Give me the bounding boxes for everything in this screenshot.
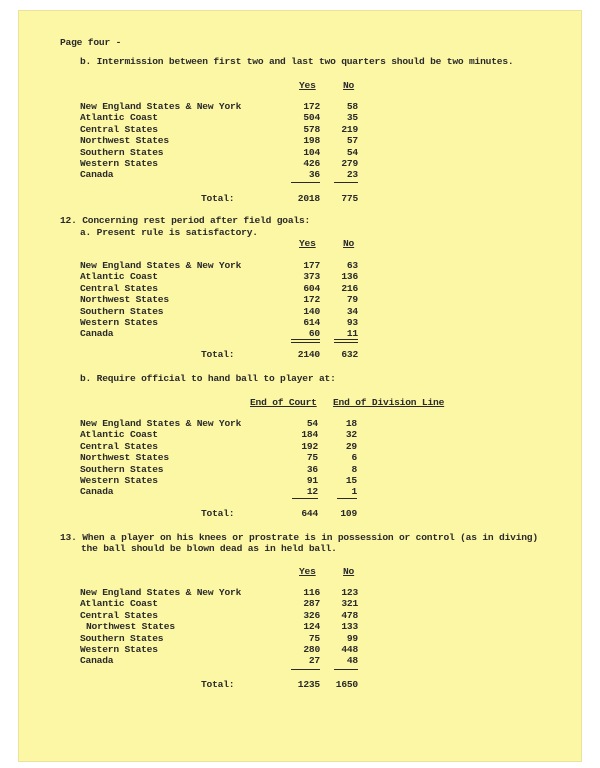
s3-col2-header: End of Division Line bbox=[333, 397, 445, 408]
s2-row-value-1: 614 bbox=[303, 317, 320, 328]
s4-row-value-2: 48 bbox=[346, 655, 358, 667]
s2-row-value-1: 60 bbox=[308, 328, 320, 340]
s4-row-value-2: 321 bbox=[341, 598, 358, 610]
s1-row-region: Northwest States bbox=[80, 135, 169, 147]
s2-row-region: Northwest States bbox=[80, 294, 169, 306]
s1-total-no: 775 bbox=[341, 193, 358, 204]
s4-col2-header: No bbox=[343, 566, 355, 577]
s3-row-region: Northwest States bbox=[80, 452, 169, 464]
s2-row-value-2: 216 bbox=[341, 282, 358, 294]
s2-row-value-2: 93 bbox=[346, 317, 358, 328]
s2-row-value-1: 373 bbox=[303, 271, 320, 283]
s3-row-value-1: 91 bbox=[306, 475, 318, 486]
s1-row-value-2: 23 bbox=[346, 169, 358, 181]
s4-row-value-1: 326 bbox=[303, 609, 320, 621]
s3-row-value-1: 36 bbox=[306, 463, 318, 475]
s1-col2-header: No bbox=[343, 80, 355, 91]
s3-total-label: Total: bbox=[201, 508, 235, 519]
s2-title: 12. Concerning rest period after field goals: bbox=[60, 215, 311, 226]
s3-row-region: Canada bbox=[80, 486, 114, 498]
s3-row-region: Central States bbox=[80, 440, 158, 452]
s4-sum-rule-a bbox=[291, 669, 320, 670]
s3-title: b. Require official to hand ball to player at: bbox=[80, 373, 336, 384]
s4-row-region: New England States & New York bbox=[80, 587, 242, 598]
s2-total-yes: 2140 bbox=[297, 349, 320, 360]
s1-sum-rule-a bbox=[291, 182, 320, 183]
s1-row-value-2: 35 bbox=[346, 112, 358, 124]
s3-row-region: Southern States bbox=[80, 463, 164, 475]
s2-row-region: Atlantic Coast bbox=[80, 271, 158, 283]
s2-subtitle: a. Present rule is satisfactory. bbox=[80, 227, 258, 238]
s4-total-label: Total: bbox=[201, 679, 235, 690]
s3-sum-rule-b bbox=[337, 498, 357, 499]
s2-row-value-2: 63 bbox=[346, 260, 358, 271]
s3-total-court: 644 bbox=[301, 508, 318, 519]
s4-row-region: Atlantic Coast bbox=[80, 598, 158, 610]
s2-total-no: 632 bbox=[341, 349, 358, 360]
s1-row-region: Southern States bbox=[80, 146, 164, 158]
s1-row-region: Canada bbox=[80, 169, 114, 181]
s4-row-value-2: 99 bbox=[346, 632, 358, 644]
s4-total-no: 1650 bbox=[335, 679, 358, 690]
s1-sum-rule-b bbox=[334, 182, 358, 183]
s4-row-value-1: 27 bbox=[308, 655, 320, 667]
s4-row-value-2: 133 bbox=[341, 621, 358, 633]
s1-total-label: Total: bbox=[201, 193, 235, 204]
s4-sum-rule-b bbox=[334, 669, 358, 670]
s4-row-value-1: 287 bbox=[303, 598, 320, 610]
s4-row-value-2: 123 bbox=[341, 587, 358, 598]
s1-row-value-1: 172 bbox=[303, 101, 320, 112]
s2-row-value-1: 177 bbox=[303, 260, 320, 271]
s2-row-region: Southern States bbox=[80, 305, 164, 317]
s1-row-region: Western States bbox=[80, 158, 158, 169]
s4-row-value-1: 124 bbox=[303, 621, 320, 633]
s4-row-region: Canada bbox=[80, 655, 114, 667]
s3-row-value-1: 192 bbox=[301, 440, 318, 452]
s1-row-value-1: 104 bbox=[303, 146, 320, 158]
s1-row-value-2: 54 bbox=[346, 146, 358, 158]
s2-row-value-2: 136 bbox=[341, 271, 358, 283]
s3-total-division: 109 bbox=[340, 508, 357, 519]
s3-row-value-2: 29 bbox=[345, 440, 357, 452]
s3-row-value-2: 8 bbox=[351, 463, 357, 475]
s3-row-value-2: 1 bbox=[351, 486, 357, 498]
s2-row-region: Central States bbox=[80, 282, 158, 294]
s4-row-value-2: 448 bbox=[341, 644, 358, 655]
s4-total-yes: 1235 bbox=[297, 679, 320, 690]
s1-row-value-1: 36 bbox=[308, 169, 320, 181]
s2-col1-header: Yes bbox=[299, 238, 316, 249]
s2-row-value-1: 172 bbox=[303, 294, 320, 306]
s2-row-region: Western States bbox=[80, 317, 158, 328]
s4-row-value-2: 478 bbox=[341, 609, 358, 621]
s4-row-value-1: 280 bbox=[303, 644, 320, 655]
s2-row-value-2: 79 bbox=[346, 294, 358, 306]
s3-row-value-1: 75 bbox=[306, 452, 318, 464]
s4-row-value-1: 75 bbox=[308, 632, 320, 644]
s1-row-value-1: 504 bbox=[303, 112, 320, 124]
s1-row-region: New England States & New York bbox=[80, 101, 242, 112]
s4-col1-header: Yes bbox=[299, 566, 316, 577]
s4-row-region: Southern States bbox=[80, 632, 164, 644]
s2-row-value-2: 11 bbox=[346, 328, 358, 340]
s4-row-region: Central States bbox=[80, 609, 158, 621]
s1-row-value-2: 279 bbox=[341, 158, 358, 169]
s2-row-region: Canada bbox=[80, 328, 114, 340]
s1-row-value-2: 58 bbox=[346, 101, 358, 112]
s2-sum-rule-a bbox=[291, 339, 320, 343]
s3-row-value-2: 15 bbox=[345, 475, 357, 486]
s2-row-value-1: 140 bbox=[303, 305, 320, 317]
s3-row-region: Atlantic Coast bbox=[80, 429, 158, 441]
s3-row-region: New England States & New York bbox=[80, 418, 242, 429]
s1-row-value-2: 219 bbox=[341, 123, 358, 135]
s2-row-region: New England States & New York bbox=[80, 260, 242, 271]
s4-row-region: Northwest States bbox=[86, 621, 175, 633]
s1-row-region: Central States bbox=[80, 123, 158, 135]
s4-row-value-1: 116 bbox=[303, 587, 320, 598]
s2-row-value-2: 34 bbox=[346, 305, 358, 317]
s1-col1-header: Yes bbox=[299, 80, 316, 91]
s1-row-region: Atlantic Coast bbox=[80, 112, 158, 124]
s4-title-line2: the ball should be blown dead as in held ball. bbox=[81, 543, 337, 554]
s3-row-value-1: 184 bbox=[301, 429, 318, 441]
s2-total-label: Total: bbox=[201, 349, 235, 360]
s3-sum-rule-a bbox=[292, 498, 318, 499]
s1-title: b. Intermission between first two and last two quarters should be two minutes. bbox=[80, 56, 514, 67]
s4-title-line1: 13. When a player on his knees or prostrate is in possession or control (as in diving) bbox=[60, 532, 538, 543]
s2-sum-rule-b bbox=[334, 339, 358, 343]
s3-row-region: Western States bbox=[80, 475, 158, 486]
page-header: Page four - bbox=[60, 37, 122, 48]
s3-row-value-1: 54 bbox=[306, 418, 318, 429]
s3-row-value-2: 6 bbox=[351, 452, 357, 464]
s3-row-value-2: 32 bbox=[345, 429, 357, 441]
s1-total-yes: 2018 bbox=[297, 193, 320, 204]
s1-row-value-1: 426 bbox=[303, 158, 320, 169]
s1-row-value-1: 198 bbox=[303, 135, 320, 147]
s3-row-value-2: 18 bbox=[345, 418, 357, 429]
s4-row-region: Western States bbox=[80, 644, 158, 655]
s2-row-value-1: 604 bbox=[303, 282, 320, 294]
s3-col1-header: End of Court bbox=[250, 397, 317, 408]
s1-row-value-2: 57 bbox=[346, 135, 358, 147]
s2-col2-header: No bbox=[343, 238, 355, 249]
s3-row-value-1: 12 bbox=[306, 486, 318, 498]
s1-row-value-1: 578 bbox=[303, 123, 320, 135]
